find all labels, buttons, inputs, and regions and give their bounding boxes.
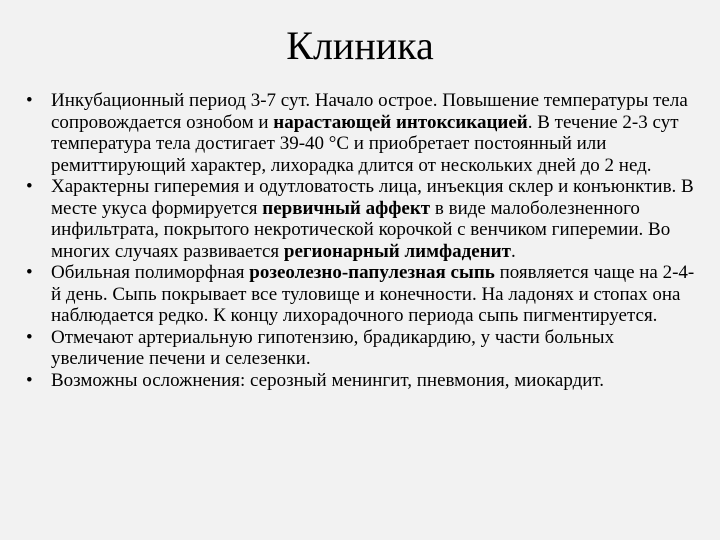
bullet-item <box>26 176 698 262</box>
bullet-bold-text: розеолезно-папулезная сыпь <box>249 262 495 283</box>
bullet-dot-icon: • <box>26 369 33 391</box>
bullet-text: Обильная полиморфная <box>51 262 250 283</box>
bullet-text: Возможны осложнения: серозный менингит, пневмония, миокардит. <box>51 369 605 391</box>
bullet-item <box>26 370 698 392</box>
bullet-bold-text: первичный аффект <box>262 197 431 219</box>
bullet-dot-icon: • <box>26 176 33 197</box>
bullet-item <box>26 327 698 370</box>
bullet-text: Инкубационный период 3-7 сут. Начало острое. Повышение температуры тела сопровождается ознобом и <box>51 90 688 133</box>
bullet-item <box>26 262 698 327</box>
bullet-item <box>26 90 698 176</box>
bullet-bold-text: регионарный лимфаденит <box>283 240 511 262</box>
bullet-text: Отмечают артериальную гипотензию, брадикардию, у части больных увеличение печени и селезенки. <box>51 326 615 369</box>
bullet-bold-text: нарастающей интоксикацией <box>273 111 528 133</box>
bullet-text: появляется чаще на 2-4-й день. Сыпь покрывает все туловище и конечности. На ладонях и стопах она наблюдается редко. К концу лихорадочного периода сыпь пигментируется. <box>51 262 695 326</box>
bullet-text: . <box>510 240 516 262</box>
bullet-text: . В течение 2-3 сут температура тела достигает 39-40 °С и приобретает постоянный или ремиттирующий характер, лихорадка длится от нескольких дней до 2 нед. <box>51 111 679 176</box>
bullet-dot-icon: • <box>26 262 33 283</box>
bullet-dot-icon: • <box>26 90 33 111</box>
bullet-text: в виде малоболезненного инфильтрата, покрытого некротической корочкой с венчиком гиперемии. Во многих случаях развивается <box>51 197 671 262</box>
bullet-text: Характерны гиперемия и одутловатость лица, инъекция склер и конъюнктив. В месте укуса формируется <box>51 176 694 219</box>
bullet-dot-icon: • <box>26 326 33 348</box>
bullet-list <box>26 90 698 391</box>
slide-title: Клиника <box>286 23 434 68</box>
